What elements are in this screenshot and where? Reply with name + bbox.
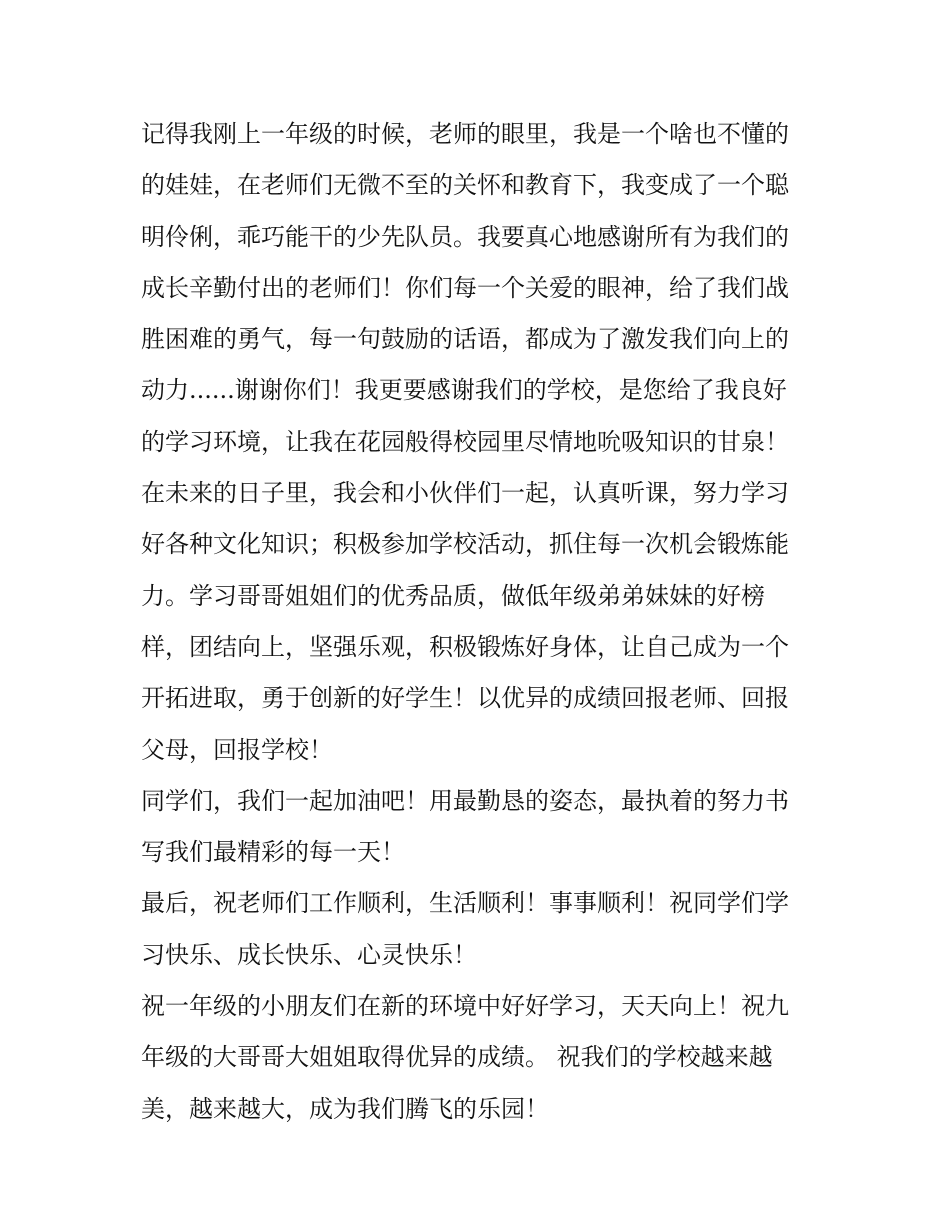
text-line: 样，团结向上，坚强乐观，积极锻炼好身体，让自己成为一个 bbox=[141, 632, 789, 661]
text-line: 习快乐、成长快乐、心灵快乐！ bbox=[141, 940, 477, 969]
text-line: 动力......谢谢你们！我更要感谢我们的学校，是您给了我良好 bbox=[141, 376, 787, 405]
body-text bbox=[141, 109, 821, 1135]
text-line: 胜困难的勇气，每一句鼓励的话语，都成为了激发我们向上的 bbox=[141, 325, 789, 354]
text-line: 最后，祝老师们工作顺利，生活顺利！事事顺利！祝同学们学 bbox=[141, 889, 789, 918]
text-line: 在未来的日子里，我会和小伙伴们一起，认真听课，努力学习 bbox=[141, 479, 789, 508]
text-line: 成长辛勤付出的老师们！你们每一个关爱的眼神，给了我们战 bbox=[141, 273, 789, 302]
text-line: 开拓进取，勇于创新的好学生！以优异的成绩回报老师、回报 bbox=[141, 684, 789, 713]
text-line: 好各种文化知识；积极参加学校活动，抓住每一次机会锻炼能 bbox=[141, 530, 789, 559]
text-line: 年级的大哥哥大姐姐取得优异的成绩。 祝我们的学校越来越 bbox=[141, 1043, 773, 1072]
text-line: 写我们最精彩的每一天！ bbox=[141, 838, 405, 867]
text-line: 父母，回报学校！ bbox=[141, 735, 333, 764]
text-line: 同学们，我们一起加油吧！用最勤恳的姿态，最执着的努力书 bbox=[141, 786, 789, 815]
text-line: 力。学习哥哥姐姐们的优秀品质，做低年级弟弟妹妹的好榜 bbox=[141, 581, 765, 610]
text-line: 美，越来越大，成为我们腾飞的乐园！ bbox=[141, 1094, 549, 1123]
text-line: 明伶俐，乖巧能干的少先队员。我要真心地感谢所有为我们的 bbox=[141, 222, 789, 251]
text-line: 的学习环境，让我在花园般得校园里尽情地吮吸知识的甘泉！ bbox=[141, 427, 789, 456]
text-line: 记得我刚上一年级的时候，老师的眼里，我是一个啥也不懂的 bbox=[141, 120, 789, 148]
text-line: 的娃娃，在老师们无微不至的关怀和教育下，我变成了一个聪 bbox=[141, 171, 789, 200]
text-line: 祝一年级的小朋友们在新的环境中好好学习，天天向上！祝九 bbox=[141, 992, 789, 1021]
